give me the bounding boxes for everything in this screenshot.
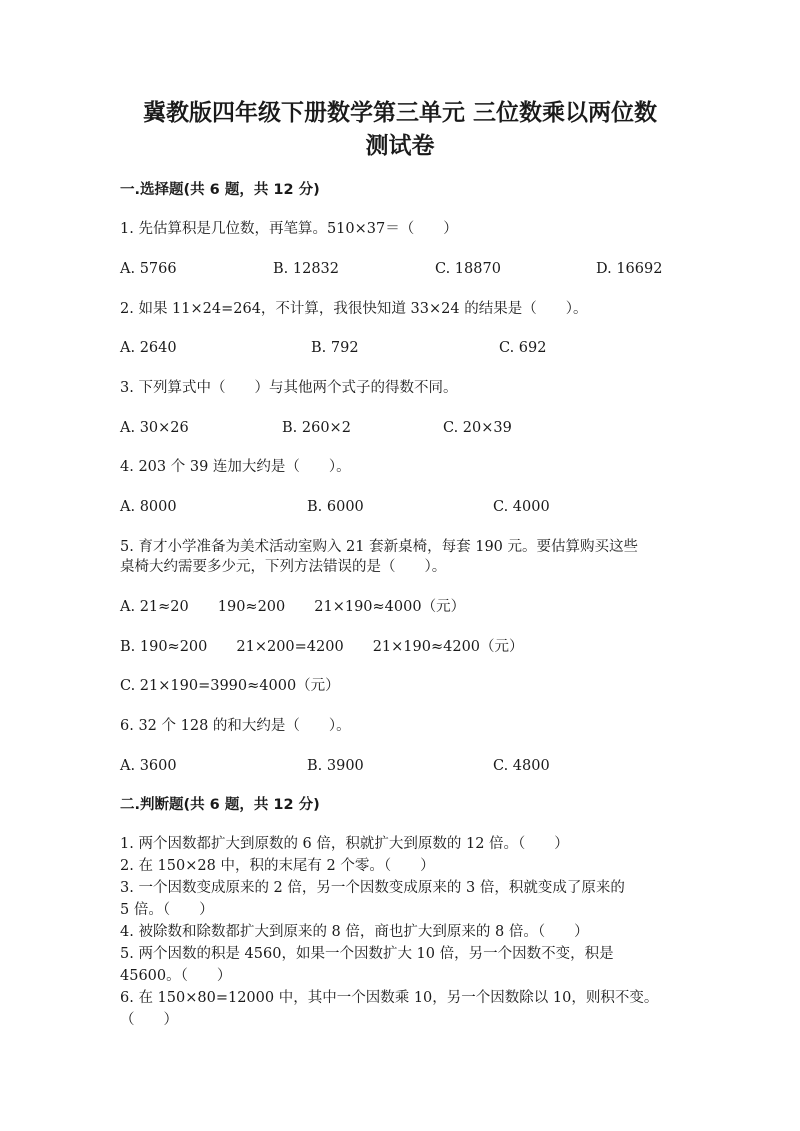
option-a: A. 30×26: [120, 420, 189, 436]
page-title-line2: 测试卷: [365, 133, 435, 159]
judgement-line: （ ）: [120, 1012, 178, 1028]
question-4-options: [0, 497, 800, 517]
option-b: B. 12832: [273, 261, 340, 277]
section2-heading: 二.判断题(共 6 题，共 12 分): [120, 797, 320, 813]
judgement-line: 4. 被除数和除数都扩大到原来的 8 倍，商也扩大到原来的 8 倍。（ ）: [120, 924, 589, 940]
option-d: D. 16692: [596, 261, 663, 277]
option-b: B. 3900: [307, 758, 364, 774]
option-c: C. 18870: [435, 261, 501, 277]
judgement-line: 5. 两个因数的积是 4560，如果一个因数扩大 10 倍，另一个因数不变，积是: [120, 946, 614, 962]
question-5-option-a: A. 21≈20 190≈200 21×190≈4000（元）: [120, 599, 466, 615]
option-a: A. 3600: [120, 758, 177, 774]
option-c: C. 4000: [493, 499, 550, 515]
section1-heading: 一.选择题(共 6 题，共 12 分): [120, 182, 320, 198]
question-6: 6. 32 个 128 的和大约是（ ）。: [120, 718, 351, 734]
question-1-options: [0, 259, 800, 279]
option-c: C. 20×39: [443, 420, 512, 436]
option-a: A. 2640: [120, 340, 177, 356]
option-c: C. 692: [499, 340, 547, 356]
option-c: C. 4800: [493, 758, 550, 774]
judgement-line: 6. 在 150×80=12000 中，其中一个因数乘 10，另一个因数除以 10，则积不变。: [120, 990, 659, 1006]
question-2-options: [0, 338, 800, 358]
question-4: 4. 203 个 39 连加大约是（ ）。: [120, 459, 351, 475]
option-b: B. 6000: [307, 499, 364, 515]
option-b: B. 260×2: [282, 420, 351, 436]
option-b: B. 792: [311, 340, 359, 356]
option-a: A. 5766: [120, 261, 177, 277]
option-a: A. 8000: [120, 499, 177, 515]
judgement-line: 3. 一个因数变成原来的 2 倍，另一个因数变成原来的 3 倍，积就变成了原来的: [120, 880, 625, 896]
judgement-line: 5 倍。（ ）: [120, 902, 214, 918]
judgement-line: 2. 在 150×28 中，积的末尾有 2 个零。（ ）: [120, 858, 435, 874]
question-5-line2: 桌椅大约需要多少元，下列方法错误的是（ ）。: [120, 559, 447, 575]
question-2: 2. 如果 11×24=264，不计算，我很快知道 33×24 的结果是（ ）。: [120, 301, 588, 317]
judgement-line: 1. 两个因数都扩大到原数的 6 倍，积就扩大到原数的 12 倍。（ ）: [120, 836, 569, 852]
page-title-line1: 冀教版四年级下册数学第三单元 三位数乘以两位数: [142, 100, 657, 126]
judgement-line: 45600。（ ）: [120, 968, 232, 984]
question-5-option-c: C. 21×190=3990≈4000（元）: [120, 678, 340, 694]
question-3: 3. 下列算式中（ ）与其他两个式子的得数不同。: [120, 380, 458, 396]
question-5-line1: 5. 育才小学准备为美术活动室购入 21 套新桌椅，每套 190 元。要估算购买这些: [120, 539, 639, 555]
question-5-option-b: B. 190≈200 21×200=4200 21×190≈4200（元）: [120, 639, 524, 655]
question-3-options: [0, 418, 800, 438]
question-6-options: [0, 756, 800, 776]
question-1: 1. 先估算积是几位数，再笔算。510×37＝（ ）: [120, 221, 458, 237]
